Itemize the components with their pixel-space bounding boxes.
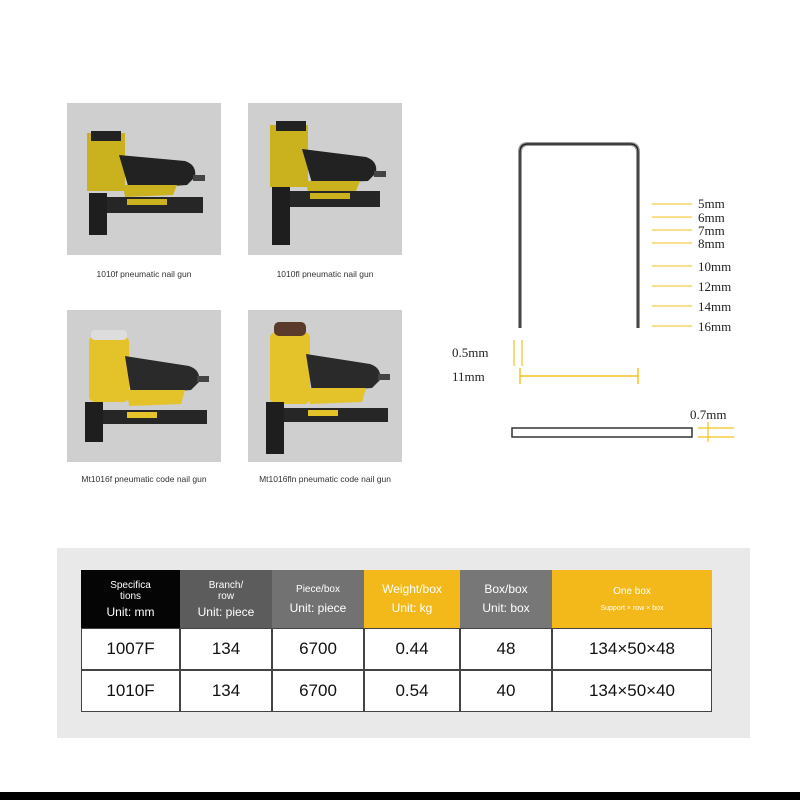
product-card-mt1016fln bbox=[248, 310, 402, 484]
crown-width-marker bbox=[520, 368, 638, 384]
bottom-bar bbox=[0, 792, 800, 800]
length-label: 8mm bbox=[698, 236, 725, 251]
header-specifications: Specifica tions Unit: mm bbox=[81, 570, 180, 628]
cell-one-box: 134×50×40 bbox=[552, 670, 712, 712]
cell-one-box: 134×50×48 bbox=[552, 628, 712, 670]
cell-weight: 0.54 bbox=[364, 670, 460, 712]
product-card-1010f bbox=[67, 103, 221, 279]
product-image bbox=[67, 310, 221, 462]
product-card-1010fl bbox=[248, 103, 402, 279]
length-label: 10mm bbox=[698, 259, 732, 274]
length-ticks bbox=[652, 204, 692, 326]
side-thickness-marker bbox=[698, 422, 734, 442]
crown-width-label: 11mm bbox=[452, 369, 485, 384]
spec-table bbox=[81, 570, 712, 712]
staple-dimension-diagram bbox=[440, 130, 770, 450]
product-image bbox=[248, 310, 402, 462]
header-piece-box: Piece/box Unit: piece bbox=[272, 570, 364, 628]
nail-gun-illustration bbox=[67, 310, 221, 462]
product-caption: Mt1016fln pneumatic code nail gun bbox=[259, 474, 391, 484]
wire-thickness-marker bbox=[514, 340, 522, 366]
header-box-box: Box/box Unit: box bbox=[460, 570, 552, 628]
cell-box: 48 bbox=[460, 628, 552, 670]
side-thickness-label: 0.7mm bbox=[690, 407, 727, 422]
cell-piece: 6700 bbox=[272, 628, 364, 670]
length-label: 7mm bbox=[698, 223, 725, 238]
product-card-mt1016f bbox=[67, 310, 221, 484]
cell-weight: 0.44 bbox=[364, 628, 460, 670]
staple-side-view bbox=[512, 428, 692, 437]
wire-thickness-label: 0.5mm bbox=[452, 345, 489, 360]
table-header-row bbox=[81, 570, 712, 628]
cell-branch: 134 bbox=[180, 628, 272, 670]
cell-spec: 1010F bbox=[81, 670, 180, 712]
product-image bbox=[248, 103, 402, 255]
nail-gun-illustration bbox=[67, 103, 221, 255]
table-row bbox=[81, 628, 712, 670]
length-label: 16mm bbox=[698, 319, 732, 334]
header-branch-row: Branch/ row Unit: piece bbox=[180, 570, 272, 628]
header-one-box: One box Support × row × box bbox=[552, 570, 712, 628]
product-image bbox=[67, 103, 221, 255]
cell-branch: 134 bbox=[180, 670, 272, 712]
header-weight-box: Weight/box Unit: kg bbox=[364, 570, 460, 628]
nail-gun-illustration bbox=[248, 103, 402, 255]
staple-outline bbox=[520, 144, 638, 328]
product-caption: 1010fl pneumatic nail gun bbox=[276, 269, 374, 279]
nail-gun-illustration bbox=[248, 310, 402, 462]
cell-box: 40 bbox=[460, 670, 552, 712]
length-label: 6mm bbox=[698, 210, 725, 225]
product-caption: Mt1016f pneumatic code nail gun bbox=[81, 474, 207, 484]
length-label: 5mm bbox=[698, 196, 725, 211]
spec-table-panel bbox=[57, 548, 750, 738]
table-row bbox=[81, 670, 712, 712]
cell-spec: 1007F bbox=[81, 628, 180, 670]
cell-piece: 6700 bbox=[272, 670, 364, 712]
length-label: 14mm bbox=[698, 299, 732, 314]
product-caption: 1010f pneumatic nail gun bbox=[96, 269, 192, 279]
length-label: 12mm bbox=[698, 279, 732, 294]
